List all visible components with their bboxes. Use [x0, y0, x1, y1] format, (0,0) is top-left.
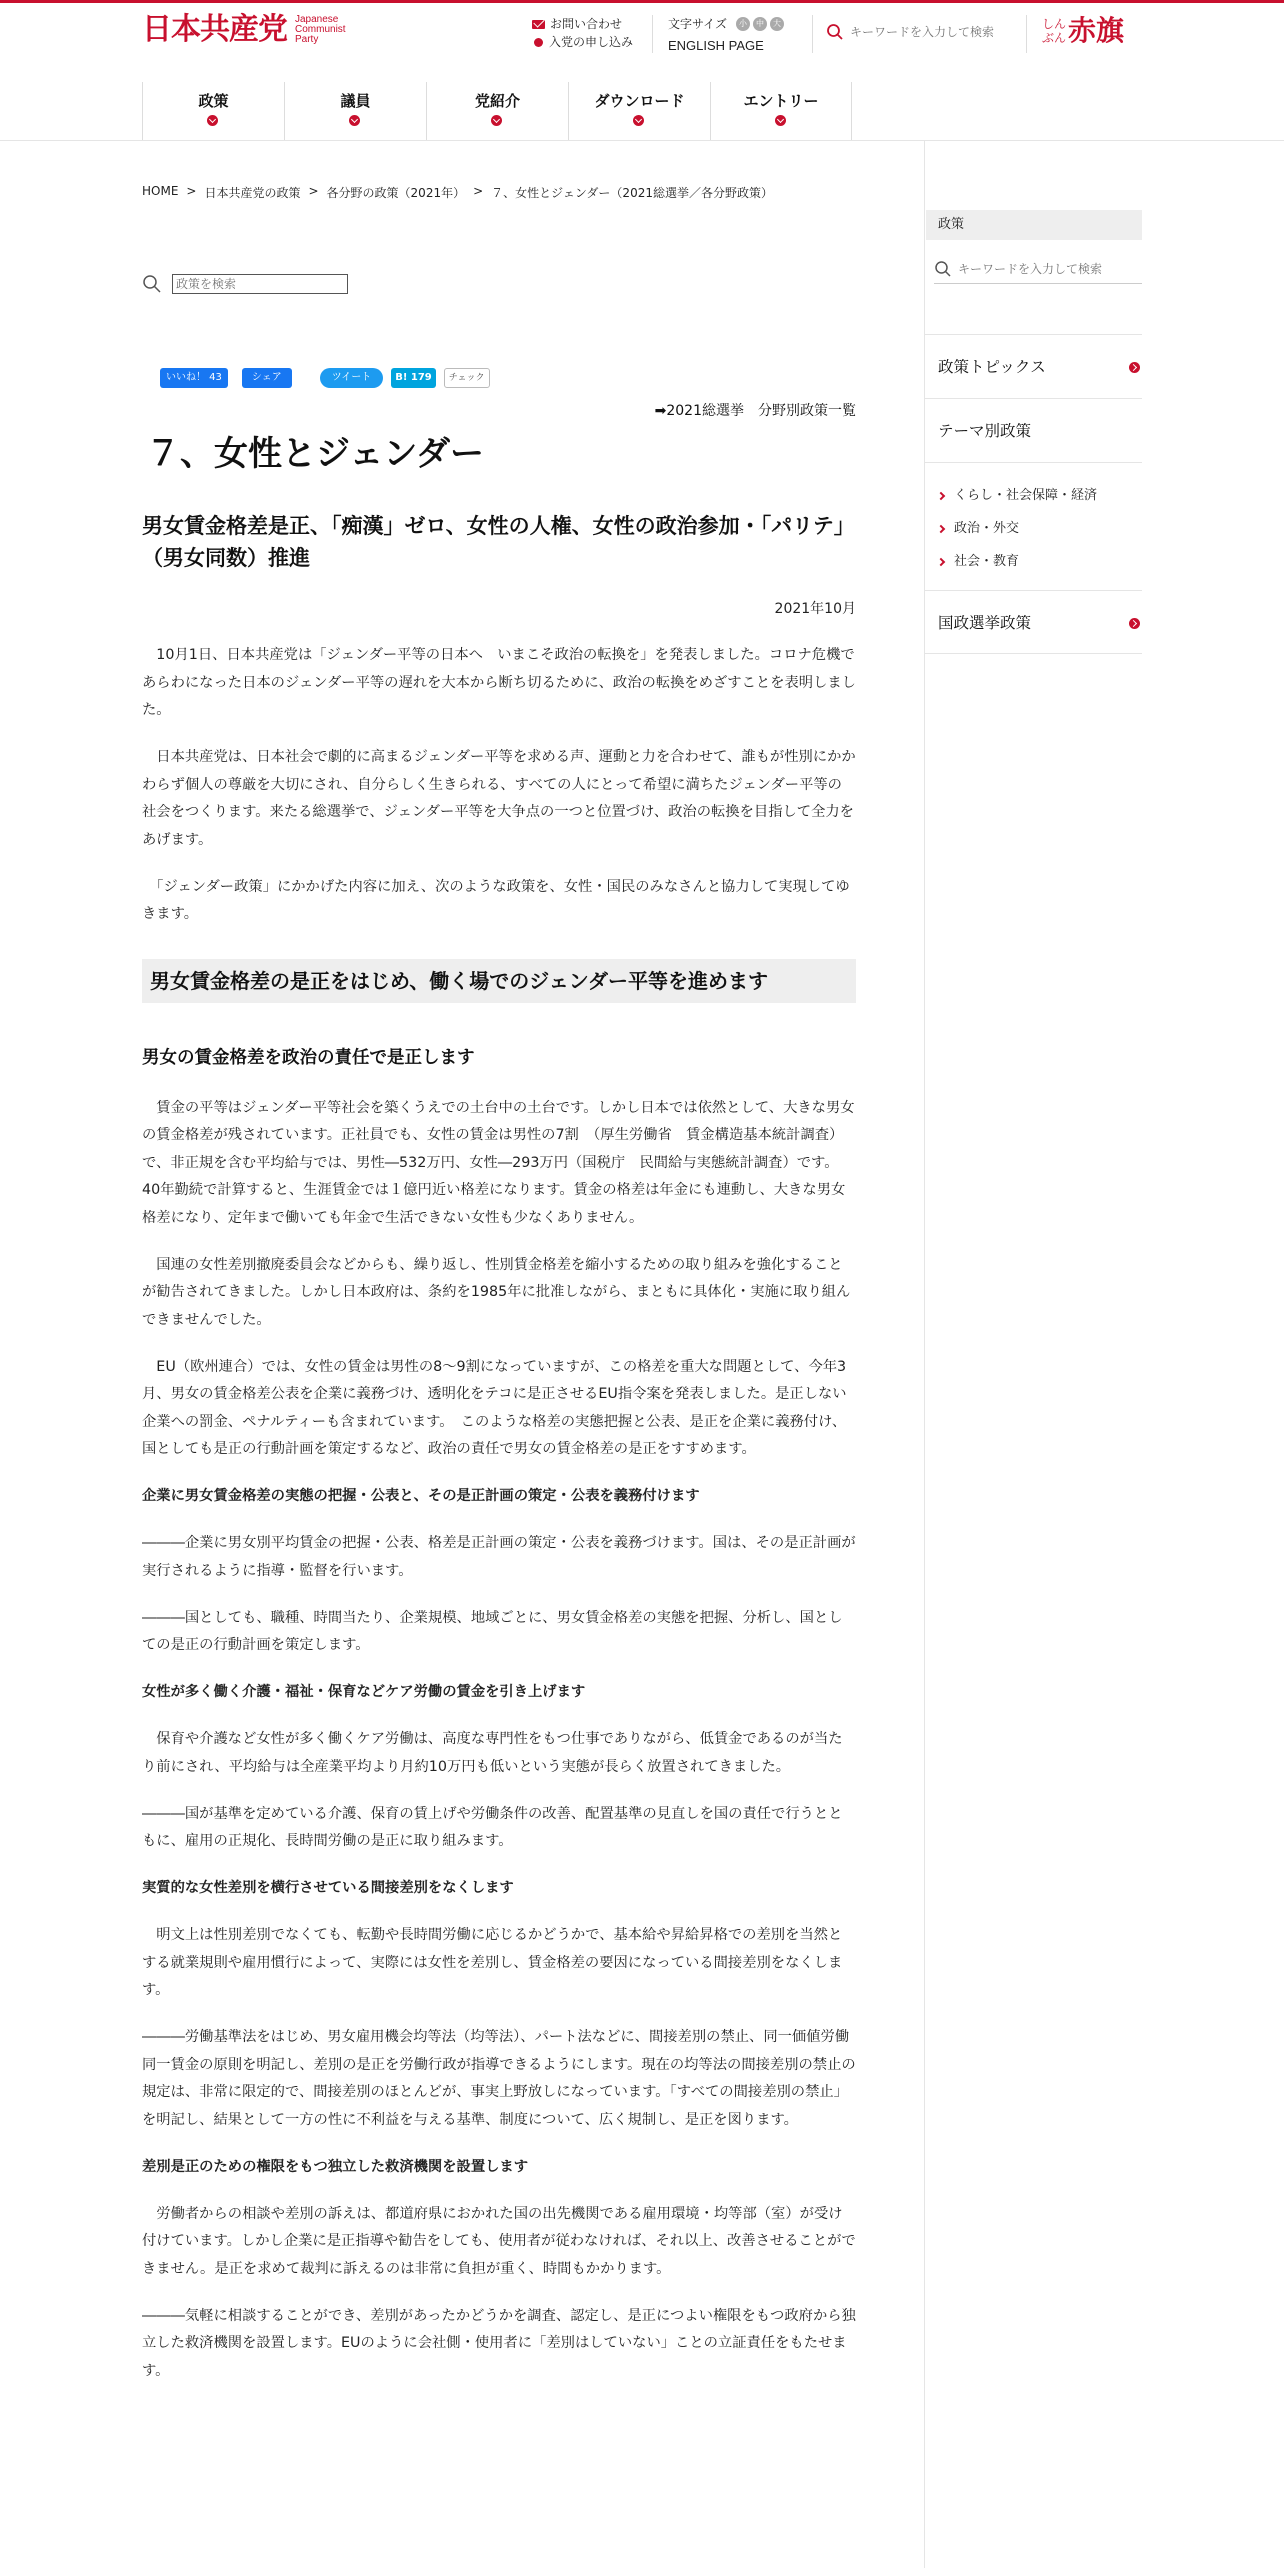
facebook-like-button[interactable]: いいね！ 43 [160, 368, 228, 388]
site-logo[interactable] [142, 12, 346, 47]
body-paragraph: ―――国としても、職種、時間当たり、企業規模、地域ごとに、男女賃金格差の実態を把握、分析し、国としての是正の行動計画を策定します。 [142, 1609, 843, 1653]
logo-en [295, 15, 346, 45]
breadcrumb-field-policy[interactable]: 各分野の政策（2021年） [326, 186, 466, 200]
check-button[interactable]: チェック [444, 368, 490, 388]
social-buttons [160, 368, 490, 388]
sidebar-subitem-society[interactable] [938, 545, 1142, 578]
breadcrumb-current: ７、女性とジェンダー（2021総選挙／各分野政策） [491, 186, 773, 200]
intro-paragraph: 10月1日、日本共産党は「ジェンダー平等の日本へ いまこそ政治の転換を」を発表しました。コロナ危機であらわになった日本のジェンダー平等の遅れを大本から断ち切るために、政治の転換をめざすことを表明しました。 [142, 647, 856, 718]
tweet-button[interactable]: ツイート [320, 368, 384, 388]
chevron-right-icon [937, 524, 945, 532]
chevron-right-icon [1129, 362, 1140, 373]
akahata-link[interactable] [1042, 15, 1124, 47]
sidebar-subitem-label: 政治・外交 [954, 521, 1020, 536]
chevron-right-icon [937, 557, 945, 565]
nav-item-about[interactable] [426, 82, 568, 140]
sidebar-item-theme[interactable] [924, 398, 1142, 462]
chevron-down-icon [207, 115, 218, 126]
bold-heading: 実質的な女性差別を横行させている間接差別をなくします [142, 1880, 514, 1896]
sidebar-item-label: テーマ別政策 [938, 422, 1032, 440]
nav-label: 党紹介 [474, 92, 520, 110]
sub-heading: 男女の賃金格差を政治の責任で是正します [142, 1047, 475, 1068]
contact-link[interactable] [532, 15, 633, 33]
sidebar-item-election[interactable] [924, 590, 1142, 654]
header-divider [1026, 15, 1027, 53]
font-size-medium-button[interactable]: 中 [753, 17, 767, 31]
body-paragraph: 賃金の平等はジェンダー平等社会を築くうえでの土台中の土台です。しかし日本では依然として、大きな男女の賃金格差が残されています。正社員でも、女性の賃金は男性の7割 （厚生労働省 賃金構造基本統計調査）で、非正規を含む平均給与では、男性―532万円、女性―293万円（国税庁 民間給与実態統計調査）です。40年勤続で計算すると、生涯賃金では１億円近い格差になります。賃金の格差は年金にも連動し、大きな男女格差になり、定年まで働いても年金で生活できない女性も少なくありません。 [142, 1099, 855, 1226]
body-paragraph: ―――労働基準法をはじめ、男女雇用機会均等法（均等法）、パート法などに、間接差別の禁止、同一価値労働同一賃金の原則を明記し、差別の是正を労働行政が指導できるようにします。現在の均等法の間接差別の禁止の規定は、非常に限定的で、間接差別のほとんどが、事実上野放しになっています。「すべての間接差別の禁止」を明記し、結果として一方の性に不利益を与える基準、制度について、広く規制し、是正を図ります。 [142, 2029, 856, 2128]
header-search-input[interactable] [850, 21, 1030, 43]
search-icon[interactable] [826, 23, 844, 41]
facebook-share-button[interactable]: シェア [242, 368, 292, 388]
breadcrumb-separator: > [186, 184, 197, 198]
breadcrumb-separator: > [308, 184, 319, 198]
main-nav [142, 82, 852, 140]
breadcrumb-separator: > [473, 184, 484, 198]
body-paragraph: 保育や介護など女性が多く働くケア労働は、高度な専門性をもつ仕事でありながら、低賃金であるのが当たり前にされ、平均給与は全産業平均より月約10万円も低いという実態が長らく放置されてきました。 [142, 1731, 843, 1775]
body-paragraph: ―――国が基準を定めている介護、保育の賃上げや労働条件の改善、配置基準の見直しを国の責任で行うとともに、雇用の正規化、長時間労働の是正に取り組みます。 [142, 1805, 843, 1849]
chevron-down-icon [633, 115, 644, 126]
chevron-right-icon [937, 491, 945, 499]
sidebar-item-label: 国政選挙政策 [938, 614, 1032, 632]
body-paragraph: ―――気軽に相談することができ、差別があったかどうかを調査、認定し、是正につよい権限をもつ政府から独立した救済機関を設置します。EUのように会社側・使用者に「差別はしていない」ことの立証責任をもたせます。 [142, 2307, 856, 2379]
mail-icon [532, 20, 545, 29]
header-divider [812, 15, 813, 53]
font-size-small-button[interactable]: 小 [736, 17, 750, 31]
bold-heading: 企業に男女賃金格差の実態の把握・公表と、その是正計画の策定・公表を義務付けます [142, 1488, 700, 1504]
akahata-small-text: しんぶん [1042, 17, 1067, 45]
header-divider [652, 15, 653, 53]
chevron-down-icon [491, 115, 502, 126]
sidebar-search [934, 254, 1142, 284]
bold-heading: 差別是正のための権限をもつ独立した救済機関を設置します [142, 2158, 529, 2175]
sidebar-subitem-politics[interactable] [938, 512, 1142, 545]
nav-label: エントリー [743, 92, 819, 110]
english-page-link[interactable]: ENGLISH PAGE [668, 38, 764, 53]
font-size-large-button[interactable]: 大 [770, 17, 784, 31]
sidebar-search-input[interactable] [958, 262, 1128, 276]
logo-text: 日本共産党 [142, 12, 287, 47]
akahata-big-text: 赤旗 [1068, 14, 1125, 47]
sidebar-subitem-label: 社会・教育 [954, 554, 1020, 569]
search-icon[interactable] [142, 274, 162, 294]
nav-item-policy[interactable] [142, 82, 284, 140]
font-size-label: 文字サイズ [668, 17, 728, 31]
hatena-bookmark-button[interactable]: B! 179 [391, 368, 436, 388]
sidebar-menu [924, 334, 1142, 654]
page-title: ７、女性とジェンダー [146, 434, 484, 474]
contact-label: お問い合わせ [550, 17, 623, 31]
sidebar-item-label: 政策トピックス [938, 358, 1046, 376]
page-subtitle: 男女賃金格差是正、「痴漢」ゼロ、女性の人権、女性の政治参加・「パリテ」（男女同数）推進 [142, 514, 855, 570]
body-paragraph: 国連の女性差別撤廃委員会などからも、繰り返し、性別賃金格差を縮小するための取り組みを強化することが勧告されてきました。しかし日本政府は、条約を1985年に批准しながら、まともに具体化・実施に取り組んできませんでした。 [142, 1256, 851, 1328]
header-links [532, 15, 633, 51]
header-search [826, 21, 1030, 43]
body-paragraph: 労働者からの相談や差別の訴えは、都道府県におかれた国の出先機関である雇用環境・均等部（室）が受け付けています。しかし企業に是正指導や勧告をしても、使用者が従わなければ、それ以上、改善させることができません。是正を求めて裁判に訴えるのは非常に負担が重く、時間もかかります。 [142, 2205, 856, 2277]
chevron-right-icon [1129, 618, 1140, 629]
logo-en-line: Party [295, 34, 319, 45]
logo-en-line: Japanese [295, 14, 339, 25]
bullet-icon [534, 38, 543, 47]
chevron-down-icon [349, 115, 360, 126]
font-size-control [668, 15, 784, 55]
join-link[interactable] [532, 33, 633, 51]
join-label: 入党の申し込み [549, 35, 634, 49]
site-header [0, 3, 1284, 61]
nav-label: ダウンロード [594, 92, 685, 110]
body-paragraph: ―――企業に男女別平均賃金の把握・公表、格差是正計画の策定・公表を義務づけます。国は、その是正計画が実行されるように指導・監督を行います。 [142, 1535, 856, 1579]
body-paragraph: 明文上は性別差別でなくても、転勤や長時間労働に応じるかどうかで、基本給や昇給昇格での差別を当然とする就業規則や雇用慣行によって、実際には女性を差別し、賃金格差の要因になっている間接差別をなくします。 [142, 1927, 843, 1998]
nav-item-members[interactable] [284, 82, 426, 140]
nav-item-entry[interactable] [710, 82, 852, 140]
sidebar-subitem-label: くらし・社会保障・経済 [954, 488, 1098, 503]
article-body [142, 642, 856, 2405]
policy-search-input[interactable] [172, 274, 348, 294]
bold-heading: 女性が多く働く介護・福祉・保育などケア労働の賃金を引き上げます [142, 1684, 586, 1700]
body-paragraph: EU（欧州連合）では、女性の賃金は男性の8～9割になっていますが、この格差を重大な問題として、今年3月、男女の賃金格差公表を企業に義務づけ、透明化をテコに是正させるEU指令案を発表しました。是正しない企業への罰金、ペナルティーも含まれています。 このような格差の実態把握と公表、是正を企業に義務付け、国としても是正の行動計画を策定するなど、政治の責任で男女の賃金格差の是正をすすめます。 [142, 1358, 847, 1457]
policy-list-link[interactable]: ➡2021総選挙 分野別政策一覧 [654, 403, 856, 419]
intro-paragraph: 「ジェンダー政策」にかかげた内容に加え、次のような政策を、女性・国民のみなさんと協力して実現してゆきます。 [142, 878, 850, 922]
sidebar-theme-list [924, 462, 1142, 590]
breadcrumb-policy[interactable]: 日本共産党の政策 [204, 186, 301, 200]
publish-date: 2021年10月 [774, 601, 856, 617]
breadcrumb [142, 184, 773, 201]
sidebar-heading: 政策 [926, 210, 1142, 240]
intro-paragraph: 日本共産党は、日本社会で劇的に高まるジェンダー平等を求める声、運動と力を合わせて、誰もが性別にかかわらず個人の尊厳を大切にされ、自分らしく生きられる、すべての人にとって希望に満ちたジェンダー平等の社会をつくります。来たる総選挙で、ジェンダー平等を大争点の一つと位置づけ、政治の転換を目指して全力をあげます。 [142, 749, 856, 848]
nav-label: 議員 [340, 92, 371, 110]
logo-en-line: Communist [295, 24, 346, 35]
sidebar-item-topics[interactable] [924, 334, 1142, 398]
chevron-down-icon [775, 115, 786, 126]
section-heading: 男女賃金格差の是正をはじめ、働く場でのジェンダー平等を進めます [142, 959, 856, 1003]
header-divider-line [0, 140, 1284, 141]
sidebar-subitem-life[interactable] [938, 479, 1142, 512]
nav-item-download[interactable] [568, 82, 710, 140]
nav-label: 政策 [198, 92, 229, 110]
breadcrumb-home[interactable]: HOME [142, 184, 179, 198]
policy-search [142, 274, 348, 294]
search-icon[interactable] [934, 260, 952, 278]
